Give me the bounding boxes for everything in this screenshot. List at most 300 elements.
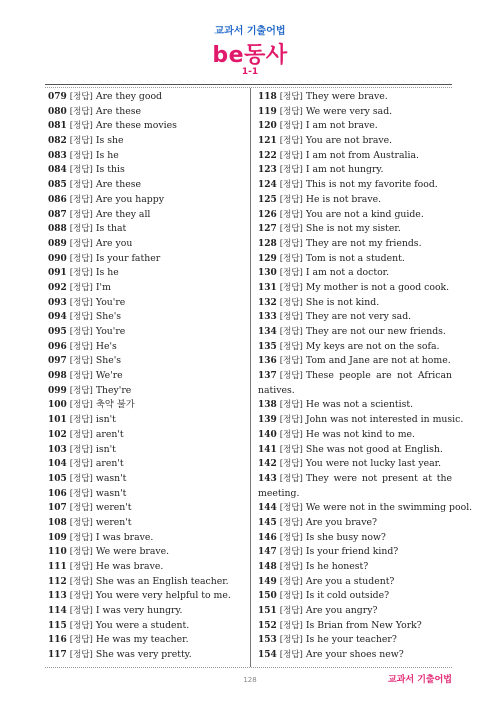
entry-number: 131 xyxy=(258,282,277,293)
answer-entry xyxy=(258,105,452,120)
answer-tag: [정답] xyxy=(279,150,303,161)
answer-text: Is your friend kind? xyxy=(305,546,399,558)
entry-number: 142 xyxy=(258,459,277,470)
answer-text: He was brave. xyxy=(95,561,164,572)
answer-text: Is she busy now? xyxy=(305,531,386,543)
answer-text: Tom is not a student. xyxy=(305,252,405,264)
answer-entry xyxy=(48,163,244,178)
entry-number: 113 xyxy=(48,591,67,602)
answer-text: He is not brave. xyxy=(305,193,382,205)
answer-entry xyxy=(48,457,244,472)
answer-text: Are these movies xyxy=(95,120,177,132)
entry-number: 093 xyxy=(48,297,67,308)
answer-tag: [정답] xyxy=(279,253,303,264)
answer-text: I am not brave. xyxy=(305,120,378,132)
answer-text: Are your shoes new? xyxy=(305,649,404,661)
answer-text: John was not interested in music. xyxy=(305,414,464,426)
entry-number: 084 xyxy=(48,165,67,176)
entry-number: 108 xyxy=(48,517,67,528)
entry-number: 133 xyxy=(258,312,277,323)
answer-tag: [정답] xyxy=(279,532,303,543)
answer-tag: [정답] xyxy=(279,312,303,323)
entry-number: 104 xyxy=(48,459,67,470)
answer-tag: [정답] xyxy=(69,459,93,470)
answer-text: Are you brave? xyxy=(305,516,377,528)
entry-number: 120 xyxy=(258,121,277,132)
answer-text: They are not our new friends. xyxy=(305,326,446,337)
entry-number: 079 xyxy=(48,92,67,102)
answer-entry xyxy=(258,310,452,325)
answer-text: I'm xyxy=(95,281,111,293)
answer-tag: [정답] xyxy=(279,473,303,484)
entry-number: 086 xyxy=(48,194,67,205)
entry-number: 111 xyxy=(48,562,67,572)
answer-tag: [정답] xyxy=(69,444,93,455)
answer-tag: [정답] xyxy=(279,503,303,514)
answer-entry xyxy=(48,413,244,428)
entry-number: 085 xyxy=(48,180,67,191)
answer-tag: [정답] xyxy=(69,194,93,205)
entry-number: 123 xyxy=(258,165,277,176)
answer-text: You are not a kind guide. xyxy=(305,208,424,220)
answer-text: They're xyxy=(95,384,132,396)
answer-entry xyxy=(258,178,452,193)
answer-text: You were very helpful to me. xyxy=(95,590,231,602)
answer-entry xyxy=(48,134,244,149)
answer-text: She is not kind. xyxy=(305,296,380,308)
answer-tag: [정답] xyxy=(69,547,93,558)
answer-entry xyxy=(48,266,244,281)
answer-text: I was brave. xyxy=(95,531,154,543)
answer-tag: [정답] xyxy=(279,606,303,617)
answer-tag: [정답] xyxy=(69,180,93,191)
entry-number: 121 xyxy=(258,136,277,147)
answer-tag: [정답] xyxy=(279,415,303,426)
answer-tag: [정답] xyxy=(69,238,93,249)
answer-entry xyxy=(48,384,244,399)
answer-tag: [정답] xyxy=(69,532,93,543)
entry-number: 145 xyxy=(258,517,277,528)
answer-tag: [정답] xyxy=(279,562,303,573)
entry-number: 148 xyxy=(258,562,277,573)
answer-text: isn't xyxy=(95,414,116,426)
answer-tag: [정답] xyxy=(279,400,303,411)
answer-text: He was my teacher. xyxy=(95,634,189,646)
entry-number: 105 xyxy=(48,473,67,484)
answer-tag: [정답] xyxy=(69,415,93,426)
answer-text: wasn't xyxy=(95,472,127,484)
entry-number: 153 xyxy=(258,635,277,646)
answer-entry xyxy=(48,105,244,120)
answer-text: Are these xyxy=(95,179,141,191)
entry-number: 080 xyxy=(48,106,67,117)
answer-tag: [정답] xyxy=(69,606,93,617)
entry-number: 139 xyxy=(258,415,277,426)
answer-text: Are you a student? xyxy=(305,575,395,587)
answer-entry xyxy=(48,398,244,413)
answer-text: She's xyxy=(95,311,122,323)
answer-entry xyxy=(48,252,244,267)
entry-number: 082 xyxy=(48,136,67,147)
answer-entry xyxy=(48,296,244,311)
entry-number: 091 xyxy=(48,268,67,279)
answer-column-left xyxy=(48,90,244,663)
entry-number: 083 xyxy=(48,150,67,161)
answer-text: My keys are not on the sofa. xyxy=(305,340,440,352)
answer-tag: [정답] xyxy=(69,253,93,264)
page-number: 128 xyxy=(243,676,257,684)
answer-text: wasn't xyxy=(95,487,127,499)
answer-tag: [정답] xyxy=(279,635,303,646)
answer-entry xyxy=(258,457,452,472)
answer-entry xyxy=(48,531,244,546)
entry-number: 129 xyxy=(258,253,277,264)
answer-tag: [정답] xyxy=(69,473,93,484)
entry-number: 141 xyxy=(258,444,277,455)
answer-text: We were brave. xyxy=(95,546,170,558)
answer-entry xyxy=(258,134,452,149)
answer-text: Is it cold outside? xyxy=(305,590,390,602)
answer-tag: [정답] xyxy=(279,282,303,293)
answer-entry xyxy=(48,575,244,590)
answer-text: They are not very sad. xyxy=(305,311,412,323)
entry-number: 138 xyxy=(258,400,277,411)
answer-text: You're xyxy=(95,326,126,337)
answer-text: He was not a scientist. xyxy=(305,399,414,411)
answer-text: He was not kind to me. xyxy=(305,428,415,440)
answer-text: We were very sad. xyxy=(305,105,393,117)
entry-number: 103 xyxy=(48,444,67,455)
answer-column-right xyxy=(258,90,473,663)
answer-tag: [정답] xyxy=(69,356,93,367)
answer-tag: [정답] xyxy=(279,547,303,558)
answer-entry xyxy=(48,648,244,663)
answer-tag: [정답] xyxy=(69,341,93,352)
answer-entry xyxy=(258,560,452,575)
answer-text: Are these xyxy=(95,105,141,117)
answer-text: We were not in the swimming pool. xyxy=(305,502,473,514)
answer-text: Is he honest? xyxy=(305,561,369,573)
answer-tag: [정답] xyxy=(69,121,93,132)
entry-number: 125 xyxy=(258,194,277,205)
answer-text: You're xyxy=(95,296,126,308)
answer-tag: [정답] xyxy=(69,297,93,308)
book-title: 교과서 기출어법 xyxy=(214,26,286,37)
answer-tag: [정답] xyxy=(69,327,93,337)
answer-entry xyxy=(258,296,452,311)
answer-text: My mother is not a good cook. xyxy=(305,281,450,293)
answer-entry xyxy=(258,119,452,134)
answer-entry xyxy=(48,516,244,531)
entry-number: 118 xyxy=(258,92,277,102)
answer-tag: [정답] xyxy=(69,224,93,235)
answer-tag: [정답] xyxy=(279,591,303,602)
answer-entry xyxy=(48,428,244,443)
entry-number: 124 xyxy=(258,180,277,191)
answer-tag: [정답] xyxy=(279,297,303,308)
answer-entry xyxy=(48,222,244,237)
answer-entry xyxy=(258,413,464,428)
answer-tag: [정답] xyxy=(279,224,303,235)
answer-entry xyxy=(48,90,244,105)
answer-entry xyxy=(48,589,244,604)
answer-entry xyxy=(48,545,244,560)
entry-number: 127 xyxy=(258,224,277,235)
answer-entry xyxy=(258,222,452,237)
entry-number: 090 xyxy=(48,253,67,264)
answer-entry xyxy=(258,575,452,590)
answer-entry xyxy=(48,560,244,575)
entry-number: 087 xyxy=(48,209,67,220)
answer-text: She was not good at English. xyxy=(305,443,443,455)
entry-number: 137 xyxy=(258,371,277,382)
answer-entry xyxy=(258,604,452,619)
entry-number: 126 xyxy=(258,209,277,220)
answer-entry xyxy=(48,208,244,223)
answer-text: Is he xyxy=(95,149,119,161)
entry-number: 135 xyxy=(258,341,277,352)
answer-entry xyxy=(258,545,452,560)
answer-entry xyxy=(258,281,452,296)
answer-entry xyxy=(48,178,244,193)
answer-text: She's xyxy=(95,355,122,367)
answer-text: He's xyxy=(95,340,117,352)
answer-text: Is he your teacher? xyxy=(305,634,397,646)
answer-entry xyxy=(258,648,452,663)
entry-number: 154 xyxy=(258,650,277,661)
bottom-divider xyxy=(45,667,452,668)
entry-number: 110 xyxy=(48,547,67,558)
top-divider xyxy=(45,84,452,85)
answer-entry xyxy=(258,472,452,501)
entry-number: 094 xyxy=(48,312,67,323)
answer-entry xyxy=(48,310,244,325)
answer-tag: [정답] xyxy=(69,517,93,528)
answer-tag: [정답] xyxy=(279,165,303,176)
entry-number: 089 xyxy=(48,238,67,249)
answer-text: She was an English teacher. xyxy=(95,575,229,587)
entry-number: 109 xyxy=(48,532,67,543)
answer-tag: [정답] xyxy=(279,327,303,337)
entry-number: 128 xyxy=(258,238,277,249)
answer-text: Is she xyxy=(95,135,124,147)
answer-text: Are you xyxy=(95,237,133,249)
answer-entry xyxy=(48,325,244,340)
answer-text: 축약 불가 xyxy=(95,399,135,411)
answer-text: Is Brian from New York? xyxy=(305,619,422,631)
answer-tag: [정답] xyxy=(69,371,93,382)
answer-text: These people are not African natives. xyxy=(258,370,452,396)
answer-tag: [정답] xyxy=(69,650,93,661)
entry-number: 136 xyxy=(258,356,277,367)
answer-entry xyxy=(48,340,244,355)
answer-tag: [정답] xyxy=(279,620,303,631)
answer-text: Are they all xyxy=(95,208,151,220)
section-number: 1-1 xyxy=(241,67,259,77)
entry-number: 101 xyxy=(48,415,67,426)
answer-entry xyxy=(48,501,244,516)
entry-number: 116 xyxy=(48,635,67,646)
answer-text: isn't xyxy=(95,443,116,455)
entry-number: 122 xyxy=(258,150,277,161)
answer-entry xyxy=(258,516,452,531)
entry-number: 117 xyxy=(48,650,67,661)
answer-tag: [정답] xyxy=(279,341,303,352)
answer-entry xyxy=(258,208,452,223)
answer-text: Tom and Jane are not at home. xyxy=(305,355,451,367)
answer-text: Is he xyxy=(95,267,119,279)
answer-tag: [정답] xyxy=(69,488,93,499)
answer-entry xyxy=(258,589,452,604)
entry-number: 130 xyxy=(258,268,277,279)
answer-tag: [정답] xyxy=(279,92,303,102)
answer-entry xyxy=(48,633,244,648)
answer-tag: [정답] xyxy=(279,517,303,528)
answer-entry xyxy=(48,354,244,369)
answer-entry xyxy=(48,443,244,458)
entry-number: 119 xyxy=(258,106,277,117)
answer-tag: [정답] xyxy=(69,136,93,147)
answer-text: Is your father xyxy=(95,252,161,264)
answer-tag: [정답] xyxy=(69,92,93,102)
entry-number: 151 xyxy=(258,606,277,617)
answer-text: You were a student. xyxy=(95,619,190,631)
answer-entry xyxy=(48,369,244,384)
answer-text: I was very hungry. xyxy=(95,605,183,617)
answer-tag: [정답] xyxy=(279,444,303,455)
column-divider xyxy=(250,88,251,667)
answer-entry xyxy=(48,119,244,134)
answer-text: They were not present at the meeting. xyxy=(258,472,452,499)
entry-number: 107 xyxy=(48,503,67,514)
entry-number: 149 xyxy=(258,576,277,587)
answer-tag: [정답] xyxy=(69,312,93,323)
answer-tag: [정답] xyxy=(69,503,93,514)
answer-tag: [정답] xyxy=(69,635,93,646)
entry-number: 081 xyxy=(48,121,67,132)
answer-tag: [정답] xyxy=(279,180,303,191)
entry-number: 144 xyxy=(258,503,277,514)
answer-entry xyxy=(258,531,452,546)
answer-tag: [정답] xyxy=(69,429,93,440)
answer-entry xyxy=(48,193,244,208)
answer-text: We're xyxy=(95,370,123,382)
answer-entry xyxy=(258,398,452,413)
answer-text: Is that xyxy=(95,223,127,235)
answer-tag: [정답] xyxy=(69,165,93,176)
answer-tag: [정답] xyxy=(69,282,93,293)
answer-entry xyxy=(48,149,244,164)
entry-number: 140 xyxy=(258,429,277,440)
answer-tag: [정답] xyxy=(279,650,303,661)
answer-tag: [정답] xyxy=(279,209,303,220)
answer-tag: [정답] xyxy=(279,268,303,279)
answer-entry xyxy=(258,369,452,398)
answer-entry xyxy=(258,340,452,355)
answer-text: I am not from Australia. xyxy=(305,149,419,161)
entry-number: 114 xyxy=(48,606,67,617)
answer-tag: [정답] xyxy=(279,429,303,440)
answer-text: This is not my favorite food. xyxy=(305,179,438,191)
answer-tag: [정답] xyxy=(69,400,93,411)
entry-number: 115 xyxy=(48,620,67,631)
answer-tag: [정답] xyxy=(69,576,93,587)
top-dotted-divider xyxy=(45,87,452,88)
answer-tag: [정답] xyxy=(279,238,303,249)
answer-text: weren't xyxy=(95,516,132,528)
answer-tag: [정답] xyxy=(69,150,93,161)
entry-number: 092 xyxy=(48,282,67,293)
answer-entry xyxy=(258,163,452,178)
answer-tag: [정답] xyxy=(279,194,303,205)
answer-text: You are not brave. xyxy=(305,135,393,147)
answer-tag: [정답] xyxy=(279,136,303,147)
answer-entry xyxy=(258,428,452,443)
answer-text: I am not a doctor. xyxy=(305,267,390,279)
answer-entry xyxy=(48,619,244,634)
answer-text: You were not lucky last year. xyxy=(305,458,442,470)
entry-number: 100 xyxy=(48,400,67,411)
entry-number: 088 xyxy=(48,224,67,235)
entry-number: 134 xyxy=(258,327,277,337)
entry-number: 152 xyxy=(258,620,277,631)
answer-text: aren't xyxy=(95,428,124,440)
answer-tag: [정답] xyxy=(279,106,303,117)
answer-entry xyxy=(258,501,473,516)
entry-number: 150 xyxy=(258,591,277,602)
answer-tag: [정답] xyxy=(69,591,93,602)
answer-entry xyxy=(258,90,452,105)
footer-brand: 교과서 기출어법 xyxy=(388,675,452,685)
answer-tag: [정답] xyxy=(69,385,93,396)
answer-text: Are they good xyxy=(95,91,163,102)
answer-text: weren't xyxy=(95,502,132,514)
answer-text: aren't xyxy=(95,458,124,470)
answer-tag: [정답] xyxy=(279,576,303,587)
entry-number: 098 xyxy=(48,371,67,382)
answer-entry xyxy=(258,443,452,458)
answer-entry xyxy=(258,354,452,369)
answer-text: Are you angry? xyxy=(305,605,378,617)
entry-number: 147 xyxy=(258,547,277,558)
entry-number: 112 xyxy=(48,576,67,587)
answer-entry xyxy=(48,472,244,487)
answer-tag: [정답] xyxy=(279,371,303,382)
answer-tag: [정답] xyxy=(69,562,93,572)
entry-number: 097 xyxy=(48,356,67,367)
answer-text: They were brave. xyxy=(305,91,388,102)
answer-entry xyxy=(258,193,452,208)
answer-text: She is not my sister. xyxy=(305,223,401,235)
answer-entry xyxy=(48,237,244,252)
answer-entry xyxy=(258,266,452,281)
answer-text: They are not my friends. xyxy=(305,237,422,249)
answer-tag: [정답] xyxy=(279,121,303,132)
page-title: be동사 xyxy=(212,43,288,68)
answer-entry xyxy=(258,619,452,634)
answer-entry xyxy=(48,604,244,619)
answer-text: Is this xyxy=(95,164,125,176)
answer-text: I am not hungry. xyxy=(305,164,384,176)
answer-text: She was very pretty. xyxy=(95,649,192,661)
entry-number: 132 xyxy=(258,297,277,308)
answer-entry xyxy=(258,149,452,164)
answer-entry xyxy=(258,252,452,267)
answer-text: Are you happy xyxy=(95,193,164,205)
answer-entry xyxy=(258,325,452,340)
answer-tag: [정답] xyxy=(69,268,93,279)
answer-tag: [정답] xyxy=(279,356,303,367)
